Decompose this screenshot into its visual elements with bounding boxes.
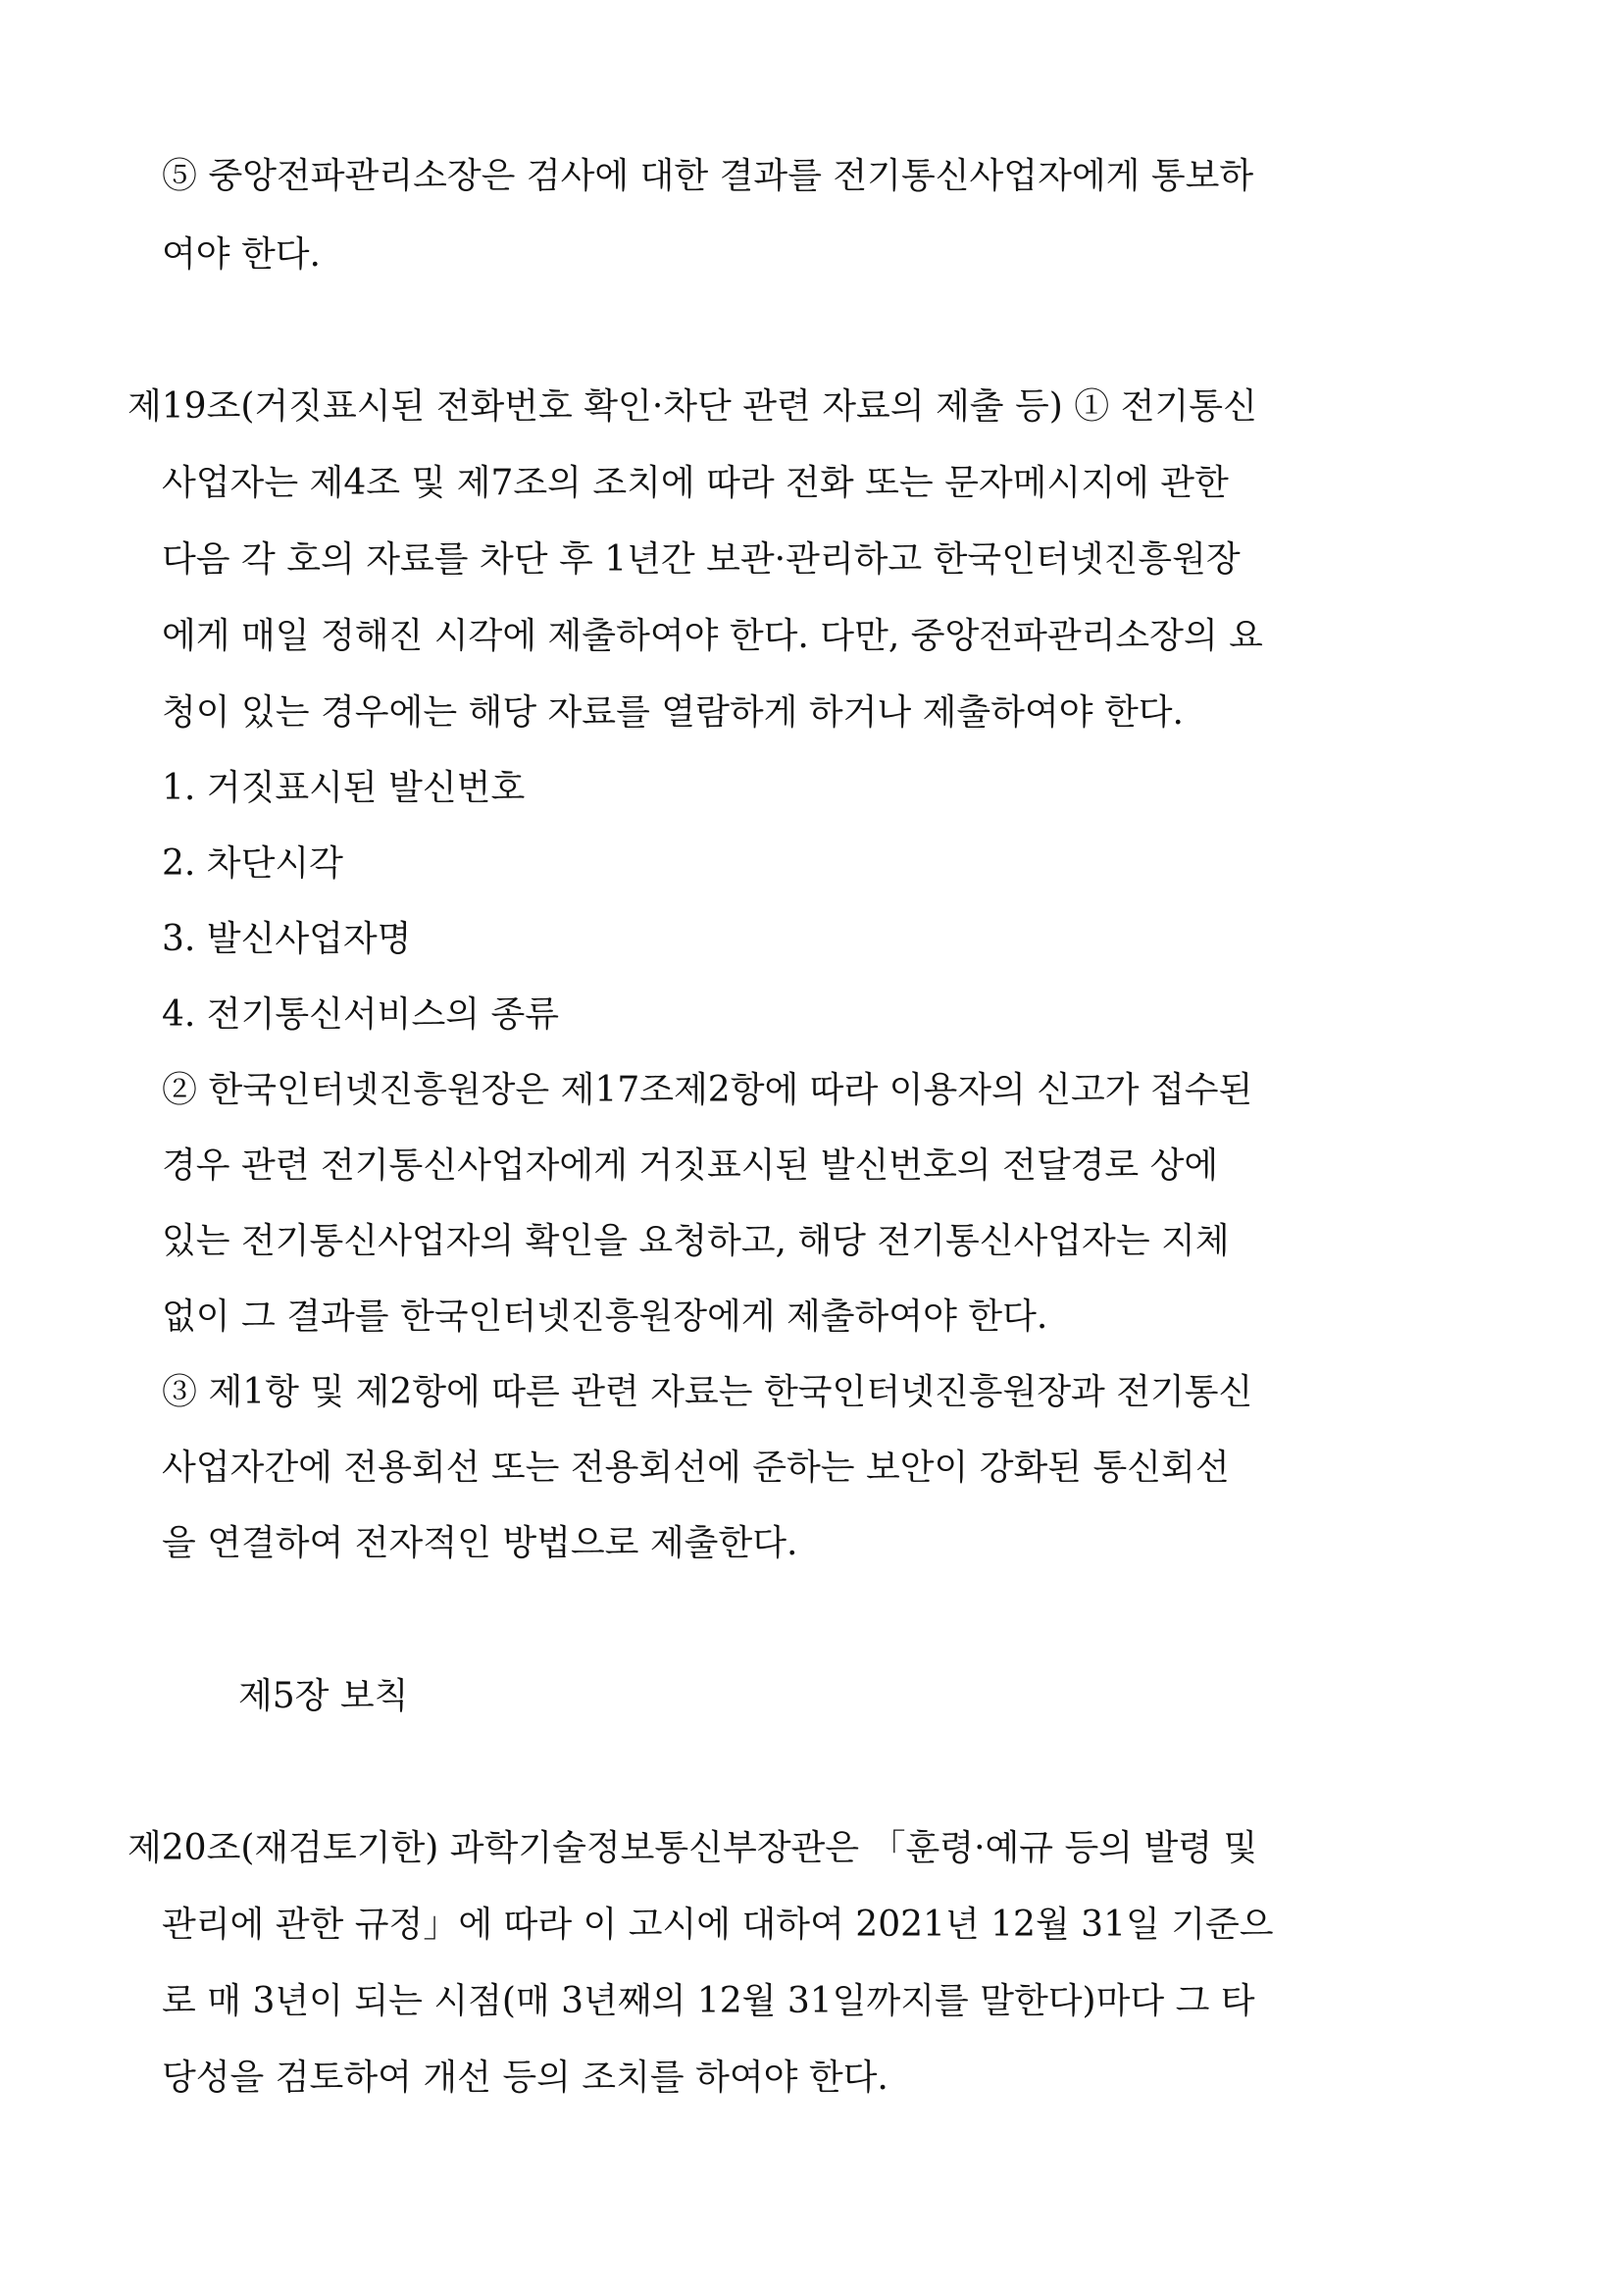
paragraph-5-line-1 [162, 155, 1454, 198]
article-19-para-2-line-4: 없이 그 결과를 한국인터넷진흥원장에게 제출하여야 한다. [162, 1297, 1048, 1337]
list-item-4: 4. 전기통신서비스의 종류 [162, 994, 559, 1035]
article-19-line-5: 청이 있는 경우에는 해당 자료를 열람하게 하거나 제출하여야 한다. [162, 692, 1184, 733]
article-19-para-3-line-1: ③ 제1항 및 제2항에 따른 관련 자료는 한국인터넷진흥원장과 전기통신 [162, 1372, 1253, 1412]
article-19-para-3-line-3: 을 연결하여 전자적인 방법으로 제출한다. [162, 1523, 798, 1563]
article-19-para-2-line-1: ② 한국인터넷진흥원장은 제17조제2항에 따라 이용자의 신고가 접수된 [162, 1070, 1253, 1110]
list-item-3: 3. 발신사업자명 [162, 919, 412, 959]
article-19-line-2: 사업자는 제4조 및 제7조의 조치에 따라 전화 또는 문자메시지에 관한 [162, 463, 1229, 503]
article-19-line-3: 다음 각 호의 자료를 차단 후 1년간 보관·관리하고 한국인터넷진흥원장 [162, 539, 1241, 580]
article-19-line-1: 제19조(거짓표시된 전화번호 확인·차단 관련 자료의 제출 등) ① 전기통신 [127, 386, 1257, 427]
article-20-line-3: 로 매 3년이 되는 시점(매 3년째의 12월 31일까지를 말한다)마다 그 타 [162, 1981, 1255, 2021]
article-19-para-2-line-2: 경우 관련 전기통신사업자에게 거짓표시된 발신번호의 전달경로 상에 [162, 1145, 1219, 1186]
article-19-line-4: 에게 매일 정해진 시각에 제출하여야 한다. 다만, 중앙전파관리소장의 요 [162, 616, 1263, 656]
article-19-para-2-line-3: 있는 전기통신사업자의 확인을 요청하고, 해당 전기통신사업자는 지체 [162, 1221, 1230, 1261]
article-19-para-3-line-2: 사업자간에 전용회선 또는 전용회선에 준하는 보안이 강화된 통신회선 [162, 1448, 1230, 1488]
paragraph-5-text-1: ⑤ 중앙전파관리소장은 검사에 대한 결과를 전기통신사업자에게 통보하 [162, 156, 1254, 196]
article-20-line-1: 제20조(재검토기한) 과학기술정보통신부장관은 「훈령·예규 등의 발령 및 [127, 1828, 1258, 1868]
chapter-heading: 제5장 보칙 [238, 1676, 409, 1716]
article-20-line-2: 관리에 관한 규정」에 따라 이 고시에 대하여 2021년 12월 31일 기준으 [162, 1905, 1274, 1945]
article-20-line-4: 당성을 검토하여 개선 등의 조치를 하여야 한다. [162, 2058, 888, 2098]
paragraph-5-line-2: 여야 한다. [162, 234, 321, 275]
list-item-1: 1. 거짓표시된 발신번호 [162, 768, 526, 808]
list-item-2: 2. 차단시각 [162, 843, 343, 884]
